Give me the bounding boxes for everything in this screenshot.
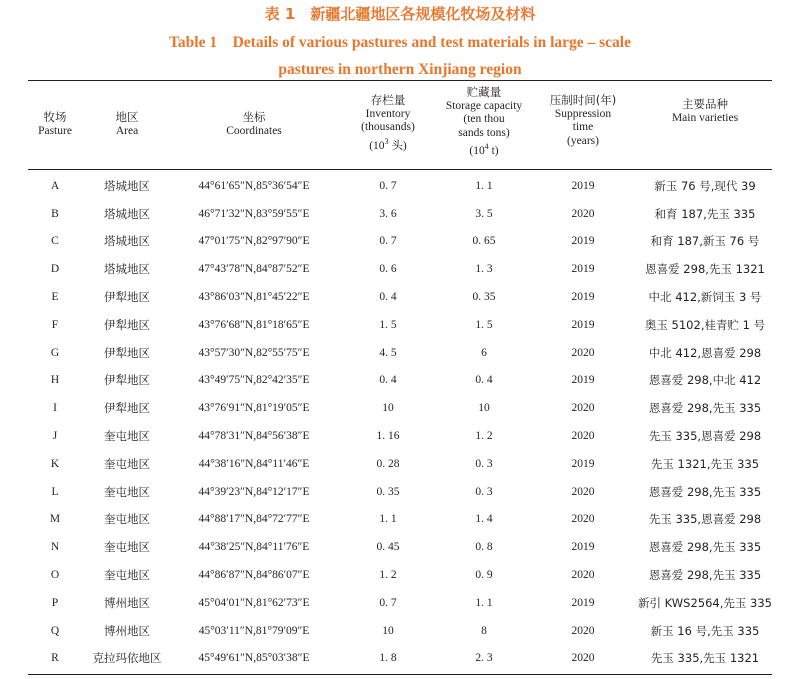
table-row [28,367,772,395]
header-coordinates-cn: 坐标 [242,110,266,124]
cell-inventory: 0. 45 [376,541,400,554]
table-row [28,394,772,422]
cell-inventory: 3. 6 [379,207,397,220]
cell-pasture: L [51,485,59,498]
cell-area: 塔城地区 [104,262,150,277]
cell-inventory: 0. 28 [376,457,400,470]
cell-pasture: K [50,457,60,470]
cell-suppression-year: 2020 [571,207,595,220]
cell-varieties: 和育 187,先玉 335 [654,206,756,221]
cell-inventory: 1. 16 [376,430,400,443]
header-area-cn: 地区 [115,110,139,124]
cell-storage: 1. 1 [475,596,493,609]
cell-area: 奎屯地区 [104,429,150,444]
cell-coordinates: 43°86′03″N,81°45′22″E [198,291,310,304]
cell-storage: 0. 65 [472,235,496,248]
cell-varieties: 恩喜爱 298,先玉 335 [648,568,762,583]
cell-area: 伊犁地区 [104,345,150,360]
cell-varieties: 新引 KWS2564,先玉 335 [638,595,772,610]
cell-area: 塔城地区 [104,206,150,221]
header-area [82,82,172,158]
table-row [28,228,772,256]
cell-coordinates: 44°61′65″N,85°36′54″E [198,179,310,192]
cell-storage: 8 [481,624,487,637]
cell-inventory: 4. 5 [379,346,397,359]
header-storage-cn: 贮藏量 [466,85,502,99]
cell-pasture: C [51,235,59,248]
cell-area: 塔城地区 [104,178,150,193]
cell-pasture: F [51,318,59,331]
table-row [28,200,772,228]
table-row [28,506,772,534]
table-body [28,172,772,672]
cell-varieties: 恩喜爱 298,先玉 335 [648,484,762,499]
cell-storage: 10 [478,402,490,415]
header-varieties-en: Main varieties [671,111,739,124]
header-inventory-en1: Inventory [365,107,411,120]
cell-suppression-year: 2020 [571,430,595,443]
cell-inventory: 0. 4 [379,374,397,387]
cell-area: 克拉玛依地区 [92,651,162,666]
cell-coordinates: 44°88′17″N,84°72′77″E [198,513,310,526]
cell-area: 奎屯地区 [104,540,150,555]
cell-varieties: 奥玉 5102,桂青贮 1 号 [644,317,766,332]
cell-inventory: 0. 7 [379,235,397,248]
cell-varieties: 恩喜爱 298,中北 412 [648,373,762,388]
cell-storage: 6 [481,346,487,359]
table-row [28,339,772,367]
cell-varieties: 和育 187,新玉 76 号 [650,234,760,249]
cell-varieties: 中北 412,恩喜爱 298 [648,345,762,360]
cell-coordinates: 45°03′11″N,81°79′09″E [198,624,310,637]
cell-coordinates: 43°76′91″N,81°19′05″E [198,402,310,415]
cell-suppression-year: 2019 [571,457,595,470]
cell-storage: 1. 3 [475,263,493,276]
cell-area: 博州地区 [104,595,150,610]
cell-storage: 0. 3 [475,485,493,498]
header-inventory-cn: 存栏量 [370,93,406,107]
cell-coordinates: 43°49′75″N,82°42′35″E [198,374,310,387]
cell-storage: 0. 3 [475,457,493,470]
header-inventory-en2: (thousands) [361,121,415,133]
table-top-rule [28,80,772,81]
table-caption-en-line2: pastures in northern Xinjiang region [278,61,522,78]
cell-suppression-year: 2020 [571,402,595,415]
table-row [28,172,772,200]
cell-inventory: 10 [382,624,394,637]
cell-suppression-year: 2019 [571,179,595,192]
cell-varieties: 恩喜爱 298,先玉 335 [648,540,762,555]
table-row [28,533,772,561]
header-suppression [528,82,638,158]
cell-pasture: Q [50,624,60,637]
cell-varieties: 新玉 16 号,先玉 335 [650,623,760,638]
cell-pasture: G [50,346,60,359]
header-storage-en1: Storage capacity [445,99,523,112]
cell-suppression-year: 2020 [571,346,595,359]
cell-storage: 3. 5 [475,207,493,220]
cell-area: 伊犁地区 [104,373,150,388]
cell-pasture: B [51,207,59,220]
cell-area: 奎屯地区 [104,484,150,499]
cell-coordinates: 44°39′23″N,84°12′17″E [198,485,310,498]
cell-storage: 1. 1 [475,179,493,192]
cell-pasture: M [49,513,61,526]
cell-suppression-year: 2020 [571,624,595,637]
cell-inventory: 1. 1 [379,513,397,526]
header-inventory-unit: ($10^3$ 头) [369,136,407,152]
header-storage-en3: sands tons) [458,126,510,139]
cell-pasture: E [51,291,59,304]
header-coordinates-en: Coordinates [226,124,282,137]
cell-area: 博州地区 [104,623,150,638]
header-suppression-cn: 压制时间(年) [549,93,617,107]
cell-coordinates: 45°04′01″N,81°62′73″E [198,596,310,609]
cell-suppression-year: 2019 [571,541,595,554]
header-suppression-en2: time [572,121,594,133]
header-suppression-en1: Suppression [554,107,612,120]
cell-suppression-year: 2020 [571,485,595,498]
cell-area: 奎屯地区 [104,568,150,583]
cell-storage: 0. 8 [475,541,493,554]
cell-coordinates: 47°01′75″N,82°97′90″E [198,235,310,248]
cell-inventory: 0. 7 [379,596,397,609]
cell-area: 塔城地区 [104,234,150,249]
header-inventory [336,82,440,158]
cell-coordinates: 44°78′31″N,84°56′38″E [198,430,310,443]
cell-varieties: 先玉 335,恩喜爱 298 [648,512,762,527]
header-area-en: Area [115,124,139,137]
cell-suppression-year: 2020 [571,513,595,526]
header-storage [440,82,528,158]
header-pasture [28,82,82,158]
header-varieties [638,82,772,158]
cell-pasture: R [51,652,59,665]
table-row [28,422,772,450]
header-suppression-en3: (years) [567,134,599,147]
cell-pasture: I [53,402,57,415]
cell-storage: 1. 4 [475,513,493,526]
cell-coordinates: 43°76′68″N,81°18′65″E [198,318,310,331]
header-coordinates [172,82,336,158]
table-row [28,283,772,311]
header-pasture-en: Pasture [38,124,72,137]
cell-pasture: D [50,263,60,276]
cell-varieties: 先玉 335,恩喜爱 298 [648,429,762,444]
cell-suppression-year: 2019 [571,291,595,304]
cell-inventory: 0. 4 [379,291,397,304]
cell-pasture: A [50,179,60,192]
cell-storage: 0. 4 [475,374,493,387]
table-caption-en-line1: Table 1 Details of various pastures and test materials in large – scale [169,34,631,51]
table-row [28,478,772,506]
cell-varieties: 先玉 335,先玉 1321 [650,651,760,666]
cell-storage: 1. 2 [475,430,493,443]
cell-storage: 2. 3 [475,652,493,665]
header-pasture-cn: 牧场 [43,110,67,124]
cell-pasture: H [50,374,60,387]
cell-suppression-year: 2019 [571,235,595,248]
table-header [28,82,772,158]
cell-area: 奎屯地区 [104,512,150,527]
table-row [28,561,772,589]
header-storage-en2: (ten thou [463,113,505,125]
cell-area: 伊犁地区 [104,290,150,305]
header-storage-unit: ($10^4$ t) [469,142,499,157]
cell-inventory: 0. 7 [379,179,397,192]
table-bottom-rule [28,674,772,675]
table-header-rule [28,169,772,170]
cell-inventory: 0. 6 [379,263,397,276]
table-row [28,450,772,478]
cell-suppression-year: 2020 [571,569,595,582]
cell-storage: 0. 9 [475,569,493,582]
cell-inventory: 1. 2 [379,569,397,582]
cell-storage: 1. 5 [475,318,493,331]
header-varieties-cn: 主要品种 [682,97,728,111]
cell-varieties: 新玉 76 号,现代 39 [654,178,756,193]
table-row [28,617,772,645]
cell-varieties: 先玉 1321,先玉 335 [650,456,760,471]
cell-coordinates: 44°86′87″N,84°86′07″E [198,569,310,582]
cell-suppression-year: 2019 [571,596,595,609]
cell-coordinates: 44°38′16″N,84°11′46″E [198,457,310,470]
cell-area: 奎屯地区 [104,456,150,471]
table-caption-cn: 表 1 新疆北疆地区各规模化牧场及材料 [264,5,536,23]
cell-coordinates: 47°43′78″N,84°87′52″E [198,263,310,276]
cell-varieties: 恩喜爱 298,先玉 1321 [645,262,765,277]
cell-suppression-year: 2019 [571,263,595,276]
cell-pasture: J [52,430,58,443]
cell-inventory: 0. 35 [376,485,400,498]
cell-varieties: 中北 412,新饲玉 3 号 [648,290,762,305]
cell-coordinates: 44°38′25″N,84°11′76″E [198,541,310,554]
cell-area: 伊犁地区 [104,401,150,416]
cell-pasture: P [51,596,59,609]
table-row [28,255,772,283]
cell-suppression-year: 2020 [571,652,595,665]
table-row [28,645,772,673]
cell-coordinates: 43°57′30″N,82°55′75″E [198,346,310,359]
cell-pasture: O [50,569,60,582]
cell-storage: 0. 35 [472,291,496,304]
cell-inventory: 10 [382,402,394,415]
table-row [28,311,772,339]
table-row [28,589,772,617]
cell-varieties: 恩喜爱 298,先玉 335 [648,401,762,416]
cell-coordinates: 45°49′61″N,85°03′38″E [198,652,310,665]
cell-suppression-year: 2019 [571,374,595,387]
cell-inventory: 1. 8 [379,652,397,665]
cell-inventory: 1. 5 [379,318,397,331]
cell-area: 伊犁地区 [104,317,150,332]
cell-suppression-year: 2019 [571,318,595,331]
cell-coordinates: 46°71′32″N,83°59′55″E [198,207,310,220]
cell-pasture: N [50,541,60,554]
